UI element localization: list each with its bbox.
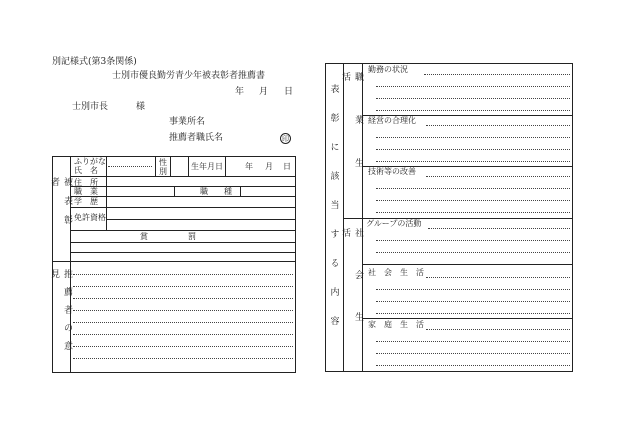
license-label: 免許資格: [74, 213, 106, 222]
work-life-label: 職業生活: [340, 72, 363, 201]
date-day-label: 日: [284, 87, 294, 97]
row-divider: [70, 252, 296, 253]
entry-line[interactable]: [376, 353, 570, 354]
education-label: 学 歴: [74, 197, 98, 206]
row-divider: [70, 242, 296, 243]
entry-line[interactable]: [376, 341, 570, 342]
name-label: 氏 名: [74, 166, 98, 175]
form-title: 士別市優良勤労青少年被表彰者推薦書: [112, 71, 266, 81]
item-separator: [362, 318, 573, 319]
furigana-entry-line[interactable]: [108, 166, 152, 167]
entry-line[interactable]: [424, 74, 570, 75]
entry-line[interactable]: [428, 228, 570, 229]
opinion-entry-line[interactable]: [73, 298, 293, 299]
outer-label: 表彰に該当する内容: [328, 84, 339, 345]
date-year-label: 年: [235, 87, 245, 97]
entry-line[interactable]: [376, 137, 570, 138]
opinion-entry-line[interactable]: [73, 310, 293, 311]
entry-line[interactable]: [426, 329, 570, 330]
social-life-label: 社会生活: [340, 228, 363, 354]
addressee-honorific: 様: [136, 102, 146, 112]
nominee-section-label: 被表彰者: [49, 177, 72, 234]
item-social-life: 社 会 生 活: [368, 268, 424, 277]
item-technical-improvement: 技術等の改善: [368, 167, 416, 176]
row-divider: [70, 196, 296, 197]
entry-line[interactable]: [376, 365, 570, 366]
opinion-entry-line[interactable]: [73, 346, 293, 347]
entry-line[interactable]: [376, 252, 570, 253]
sex-divider: [155, 156, 156, 176]
entry-line[interactable]: [376, 212, 570, 213]
opinion-entry-line[interactable]: [73, 334, 293, 335]
entry-line[interactable]: [376, 149, 570, 150]
awards-label: 賞 罰: [140, 232, 196, 241]
birth-value-divider: [225, 156, 226, 176]
row-divider: [106, 219, 296, 220]
opinion-entry-line[interactable]: [73, 322, 293, 323]
item-separator: [362, 264, 573, 265]
entry-line[interactable]: [376, 188, 570, 189]
entry-line[interactable]: [376, 86, 570, 87]
item-family-life: 家 庭 生 活: [368, 320, 424, 329]
furigana-label: ふりがな: [74, 157, 106, 166]
birth-day-label: 日: [283, 162, 291, 171]
label-column-divider: [106, 176, 107, 230]
birth-year-label: 年: [245, 162, 253, 171]
entry-line[interactable]: [376, 98, 570, 99]
row-divider: [70, 186, 296, 187]
job-type-divider: [174, 186, 175, 196]
item-group-activity: グループの活動: [366, 219, 422, 228]
occupation-label: 職 業: [74, 187, 98, 196]
entry-line[interactable]: [376, 240, 570, 241]
seal-mark: 印: [282, 135, 289, 143]
name-value-divider: [106, 156, 107, 176]
entry-line[interactable]: [426, 176, 570, 177]
entry-line[interactable]: [376, 301, 570, 302]
form-reference: 別記様式(第3条関係): [52, 57, 137, 67]
opinion-entry-line[interactable]: [73, 274, 293, 275]
item-management-rationalization: 経営の合理化: [368, 116, 416, 125]
entry-line[interactable]: [426, 125, 570, 126]
birth-label-divider: [188, 156, 189, 176]
entry-line[interactable]: [376, 110, 570, 111]
entry-line[interactable]: [376, 161, 570, 162]
entry-line[interactable]: [376, 289, 570, 290]
item-work-status: 勤務の状況: [368, 65, 408, 74]
addressee: 士別市長: [72, 102, 109, 112]
opinion-entry-line[interactable]: [73, 286, 293, 287]
entry-line[interactable]: [376, 200, 570, 201]
job-type-label: 職 種: [200, 187, 232, 196]
entry-line[interactable]: [426, 277, 570, 278]
entry-line[interactable]: [376, 313, 570, 314]
date-month-label: 月: [259, 87, 269, 97]
row-divider: [70, 207, 296, 208]
birth-date-label: 生年月日: [191, 162, 223, 171]
opinion-entry-line[interactable]: [73, 358, 293, 359]
row-divider: [70, 230, 296, 231]
recommender-label: 推薦者職氏名: [169, 133, 224, 143]
row-divider: [70, 176, 296, 177]
birth-month-label: 月: [265, 162, 273, 171]
sex-label: 性別: [159, 158, 167, 176]
opinion-section-divider: [52, 261, 296, 262]
opinion-section-label: 推薦者の意見: [49, 269, 72, 359]
job-type-value-divider: [240, 186, 241, 196]
address-label: 住 所: [74, 178, 98, 187]
office-name-label: 事業所名: [169, 117, 206, 127]
sex-value-divider: [170, 156, 171, 176]
